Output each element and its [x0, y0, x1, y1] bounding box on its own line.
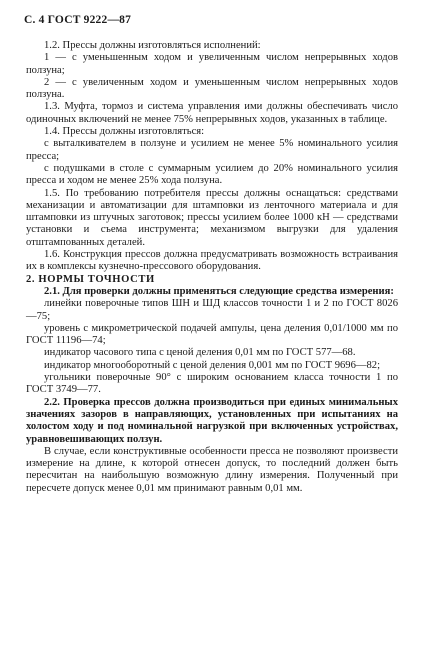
paragraph: с подушками в столе с суммарным усилием до 20% номинального усилия пресса и ходом не менее 25% хода ползуна. [26, 162, 398, 187]
paragraph: угольники поверочные 90° с широким основанием класса точности 1 по ГОСТ 3749—77. [26, 372, 398, 396]
paragraph: индикатор многооборотный с ценой деления 0,001 мм по ГОСТ 9696—82; [44, 359, 381, 371]
paragraph: уровень с микрометрической подачей ампулы, цена деления 0,01/1000 мм по ГОСТ 11196—74; [26, 322, 398, 347]
paragraph: с выталкивателем в ползуне и усилием не менее 5% номинального усилия пресса; [26, 138, 398, 162]
paragraph: В случае, если конструктивные особенности пресса не позволяют произвести измерение на длине, к которой отнесен допуск, то последний должен быть пересчитан на наибольшую возможную длину измерения. Полученный при пересчете допуск менее 0,01 мм принимают равным 0,01 мм. [26, 445, 398, 494]
paragraph: линейки поверочные типов ШН и ШД классов точности 1 и 2 по ГОСТ 8026—75; [26, 298, 398, 322]
paragraph: 1.4. Прессы должны изготовляться: [44, 126, 205, 138]
paragraph: 2.2. Проверка прессов должна производиться при единых минимальных значениях зазоров в направляющих, установленных при испытаниях на холостом ходу и под номинальной нагрузкой при включенных устройствах, уравновешивающих ползун. [26, 396, 398, 445]
paragraph: 2.1. Для проверки должны применяться следующие средства измерения: [44, 285, 394, 297]
paragraph: 1 — с уменьшенным ходом и увеличенным числом непрерывных ходов ползуна; [26, 52, 398, 76]
page-header: С. 4 ГОСТ 9222—87 [24, 14, 132, 26]
paragraph: 1.3. Муфта, тормоз и система управления ими должны обеспечивать число одиночных включений не менее 75% непрерывных ходов, указанных в таблице. [26, 101, 398, 125]
paragraph: 1.6. Конструкция прессов должна предусматривать возможность встраивания их в комплексы кузнечно-прессового оборудования. [26, 249, 398, 273]
paragraph: индикатор часового типа с ценой деления 0,01 мм по ГОСТ 577—68. [44, 347, 356, 359]
document-body [26, 40, 398, 495]
section-title: 2. НОРМЫ ТОЧНОСТИ [26, 273, 155, 285]
paragraph: 1.5. По требованию потребителя прессы должны оснащаться: средствами механизации и автоматизации для штамповки из ленточного материала и для штамповки из штучных заготовок; прессы усилием более 1000 кН — средствами установки и съема инструмента; механизмом выгрузки для удаления отштампованных деталей. [26, 187, 398, 248]
paragraph: 2 — с увеличенным ходом и уменьшенным числом непрерывных ходов ползуна. [26, 76, 398, 101]
paragraph: 1.2. Прессы должны изготовляться исполнений: [44, 40, 261, 51]
